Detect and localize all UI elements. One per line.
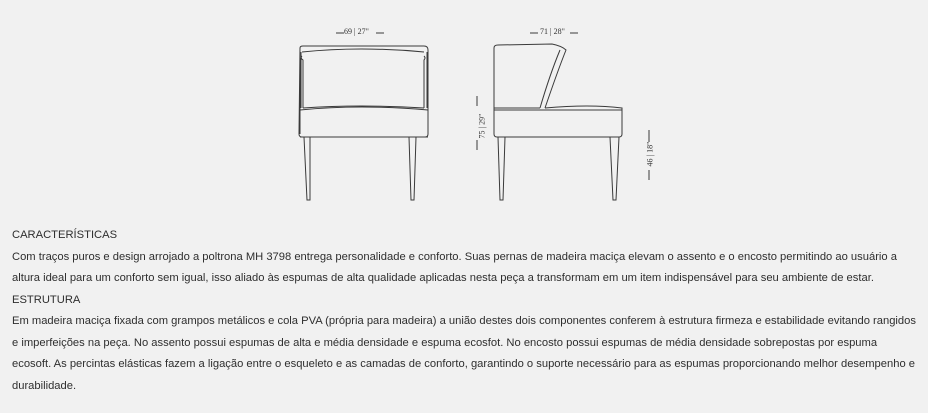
side-depth-label: 71 | 28" [540, 27, 565, 36]
front-width-label: 69 | 27" [344, 27, 369, 36]
total-height-label: 75 | 29" [477, 113, 487, 139]
seat-height-label: 46 | 18" [645, 141, 655, 167]
side-view-chair [494, 44, 622, 200]
section-body-caracteristicas: Com traços puros e design arrojado a poltrona MH 3798 entrega personalidade e conforto. Suas pernas de madeira maciça elevam o assento e o encosto permitindo ao usuário a altura ideal para um conforto sem igual, isso aliado às espumas de alta qualidade aplicadas nesta peça a transformam em um item indispensável para seu ambiente de estar. [12, 250, 897, 284]
section-title-caracteristicas: CARACTERÍSTICAS [12, 229, 118, 241]
front-view-chair [299, 46, 428, 200]
section-body-estrutura: Em madeira maciça fixada com grampos metálicos e cola PVA (própria para madeira) a união destes dois componentes conferem à estrutura firmeza e estabilidade evitando rangidos e imperfeições na peça. No assento possui espumas de alta e média densidade e espuma ecosfot. No encosto possui espumas de média densidade sobrepostas por espuma ecosoft. As percintas elásticas fazem a ligação entre o esqueleto e as camadas de conforto, garantindo o suporte necessário para as espumas proporcionando melhor desempenho e durabilidade. [12, 315, 916, 392]
section-title-estrutura: ESTRUTURA [12, 293, 81, 306]
description [12, 225, 918, 397]
